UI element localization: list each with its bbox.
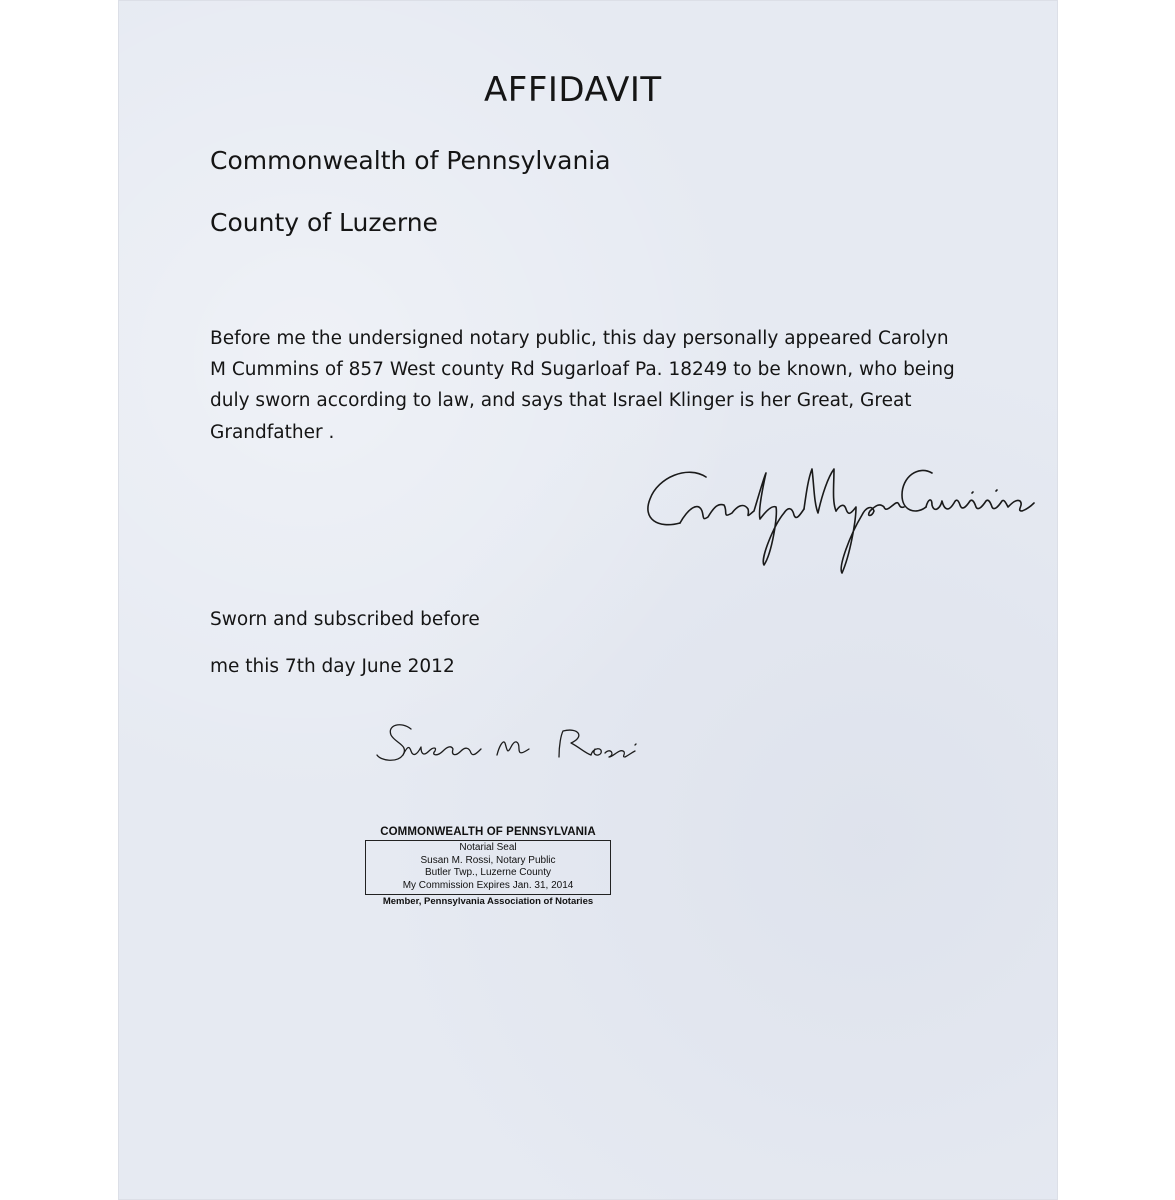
notary-signature xyxy=(373,715,643,775)
seal-line: Butler Twp., Luzerne County xyxy=(425,867,551,878)
affidavit-body-line: Before me the undersigned notary public, this day personally appeared Carolyn xyxy=(210,328,949,349)
date-line: me this 7th day June 2012 xyxy=(210,656,455,677)
document-title: AFFIDAVIT xyxy=(484,70,662,110)
state-line: Commonwealth of Pennsylvania xyxy=(210,146,611,175)
affidavit-body-line: M Cummins of 857 West county Rd Sugarloaf Pa. 18249 to be known, who being xyxy=(210,359,955,380)
seal-box xyxy=(365,840,611,895)
affidavit-body-line: Grandfather . xyxy=(210,422,335,443)
affidavit-body-line: duly sworn according to law, and says that Israel Klinger is her Great, Great xyxy=(210,390,912,411)
seal-heading: COMMONWEALTH OF PENNSYLVANIA xyxy=(380,826,596,838)
affidavit-page xyxy=(118,0,1058,1200)
seal-line: My Commission Expires Jan. 31, 2014 xyxy=(402,879,574,891)
county-line: County of Luzerne xyxy=(210,208,438,237)
notarial-seal-stamp xyxy=(363,826,613,907)
affiant-signature xyxy=(636,455,1036,590)
seal-line: Notarial Seal xyxy=(459,842,517,853)
seal-line: Susan M. Rossi, Notary Public xyxy=(420,854,556,866)
sworn-line: Sworn and subscribed before xyxy=(210,609,480,630)
seal-footer: Member, Pennsylvania Association of Notaries xyxy=(382,896,594,907)
